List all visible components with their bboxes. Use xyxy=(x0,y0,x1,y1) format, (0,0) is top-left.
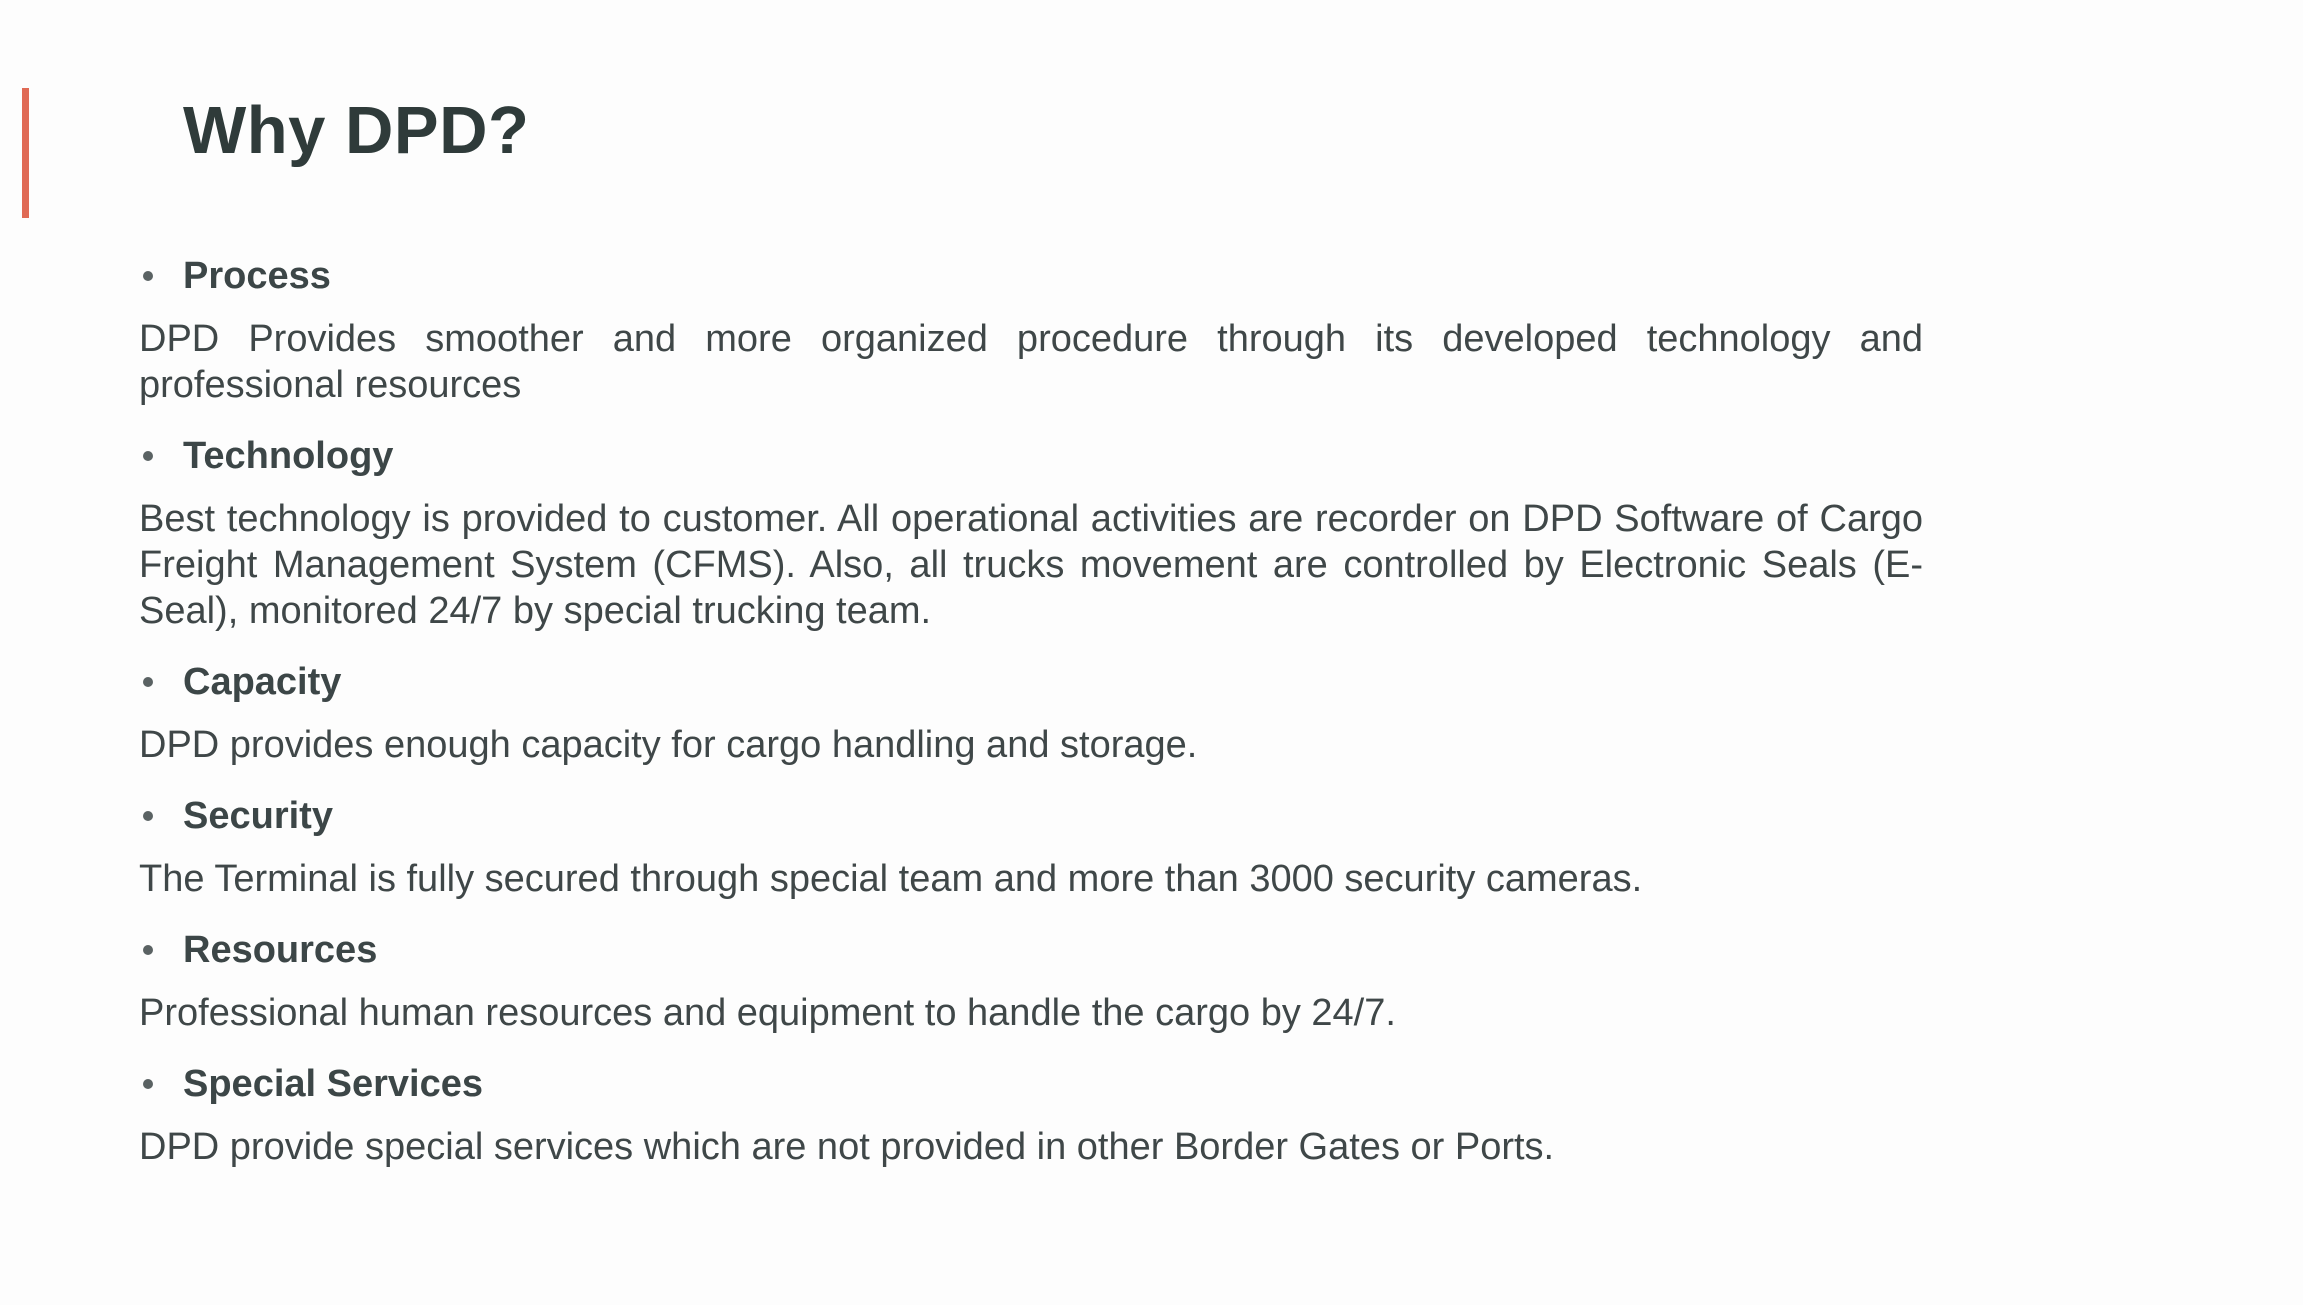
section-heading-label: Capacity xyxy=(183,660,342,703)
bullet-icon xyxy=(143,271,153,281)
section-heading xyxy=(139,786,1923,846)
section-description: DPD provide special services which are not provided in other Border Gates or Ports. xyxy=(139,1126,1555,1168)
accent-bar xyxy=(22,88,29,218)
slide-content xyxy=(139,246,1923,1188)
section-heading-label: Resources xyxy=(183,928,378,971)
section-description: The Terminal is fully secured through special team and more than 3000 security cameras. xyxy=(139,858,1643,900)
section-heading-label: Technology xyxy=(183,434,394,477)
section-heading-label: Security xyxy=(183,794,333,837)
section-heading xyxy=(139,652,1923,712)
section-description: Professional human resources and equipment to handle the cargo by 24/7. xyxy=(139,992,1396,1034)
section-capacity xyxy=(139,652,1923,768)
bullet-icon xyxy=(143,451,153,461)
section-heading xyxy=(139,246,1923,306)
bullet-icon xyxy=(143,811,153,821)
section-heading xyxy=(139,426,1923,486)
section-heading xyxy=(139,920,1923,980)
section-security xyxy=(139,786,1923,902)
section-resources xyxy=(139,920,1923,1036)
section-special-services xyxy=(139,1054,1923,1170)
bullet-icon xyxy=(143,945,153,955)
section-heading-label: Special Services xyxy=(183,1062,483,1105)
slide-title: Why DPD? xyxy=(183,93,530,168)
bullet-icon xyxy=(143,677,153,687)
bullet-icon xyxy=(143,1079,153,1089)
section-description: DPD Provides smoother and more organized procedure through its developed technology and professional resources xyxy=(139,318,1923,406)
section-description: Best technology is provided to customer. All operational activities are recorder on DPD Software of Cargo Freight Management System (CFMS). Also, all trucks movement are controlled by Electronic Seals (E-Seal), monitored 24/7 by special trucking team. xyxy=(139,498,1923,632)
section-description: DPD provides enough capacity for cargo handling and storage. xyxy=(139,724,1198,766)
section-heading-label: Process xyxy=(183,254,331,297)
section-process xyxy=(139,246,1923,408)
section-technology xyxy=(139,426,1923,634)
section-heading xyxy=(139,1054,1923,1114)
